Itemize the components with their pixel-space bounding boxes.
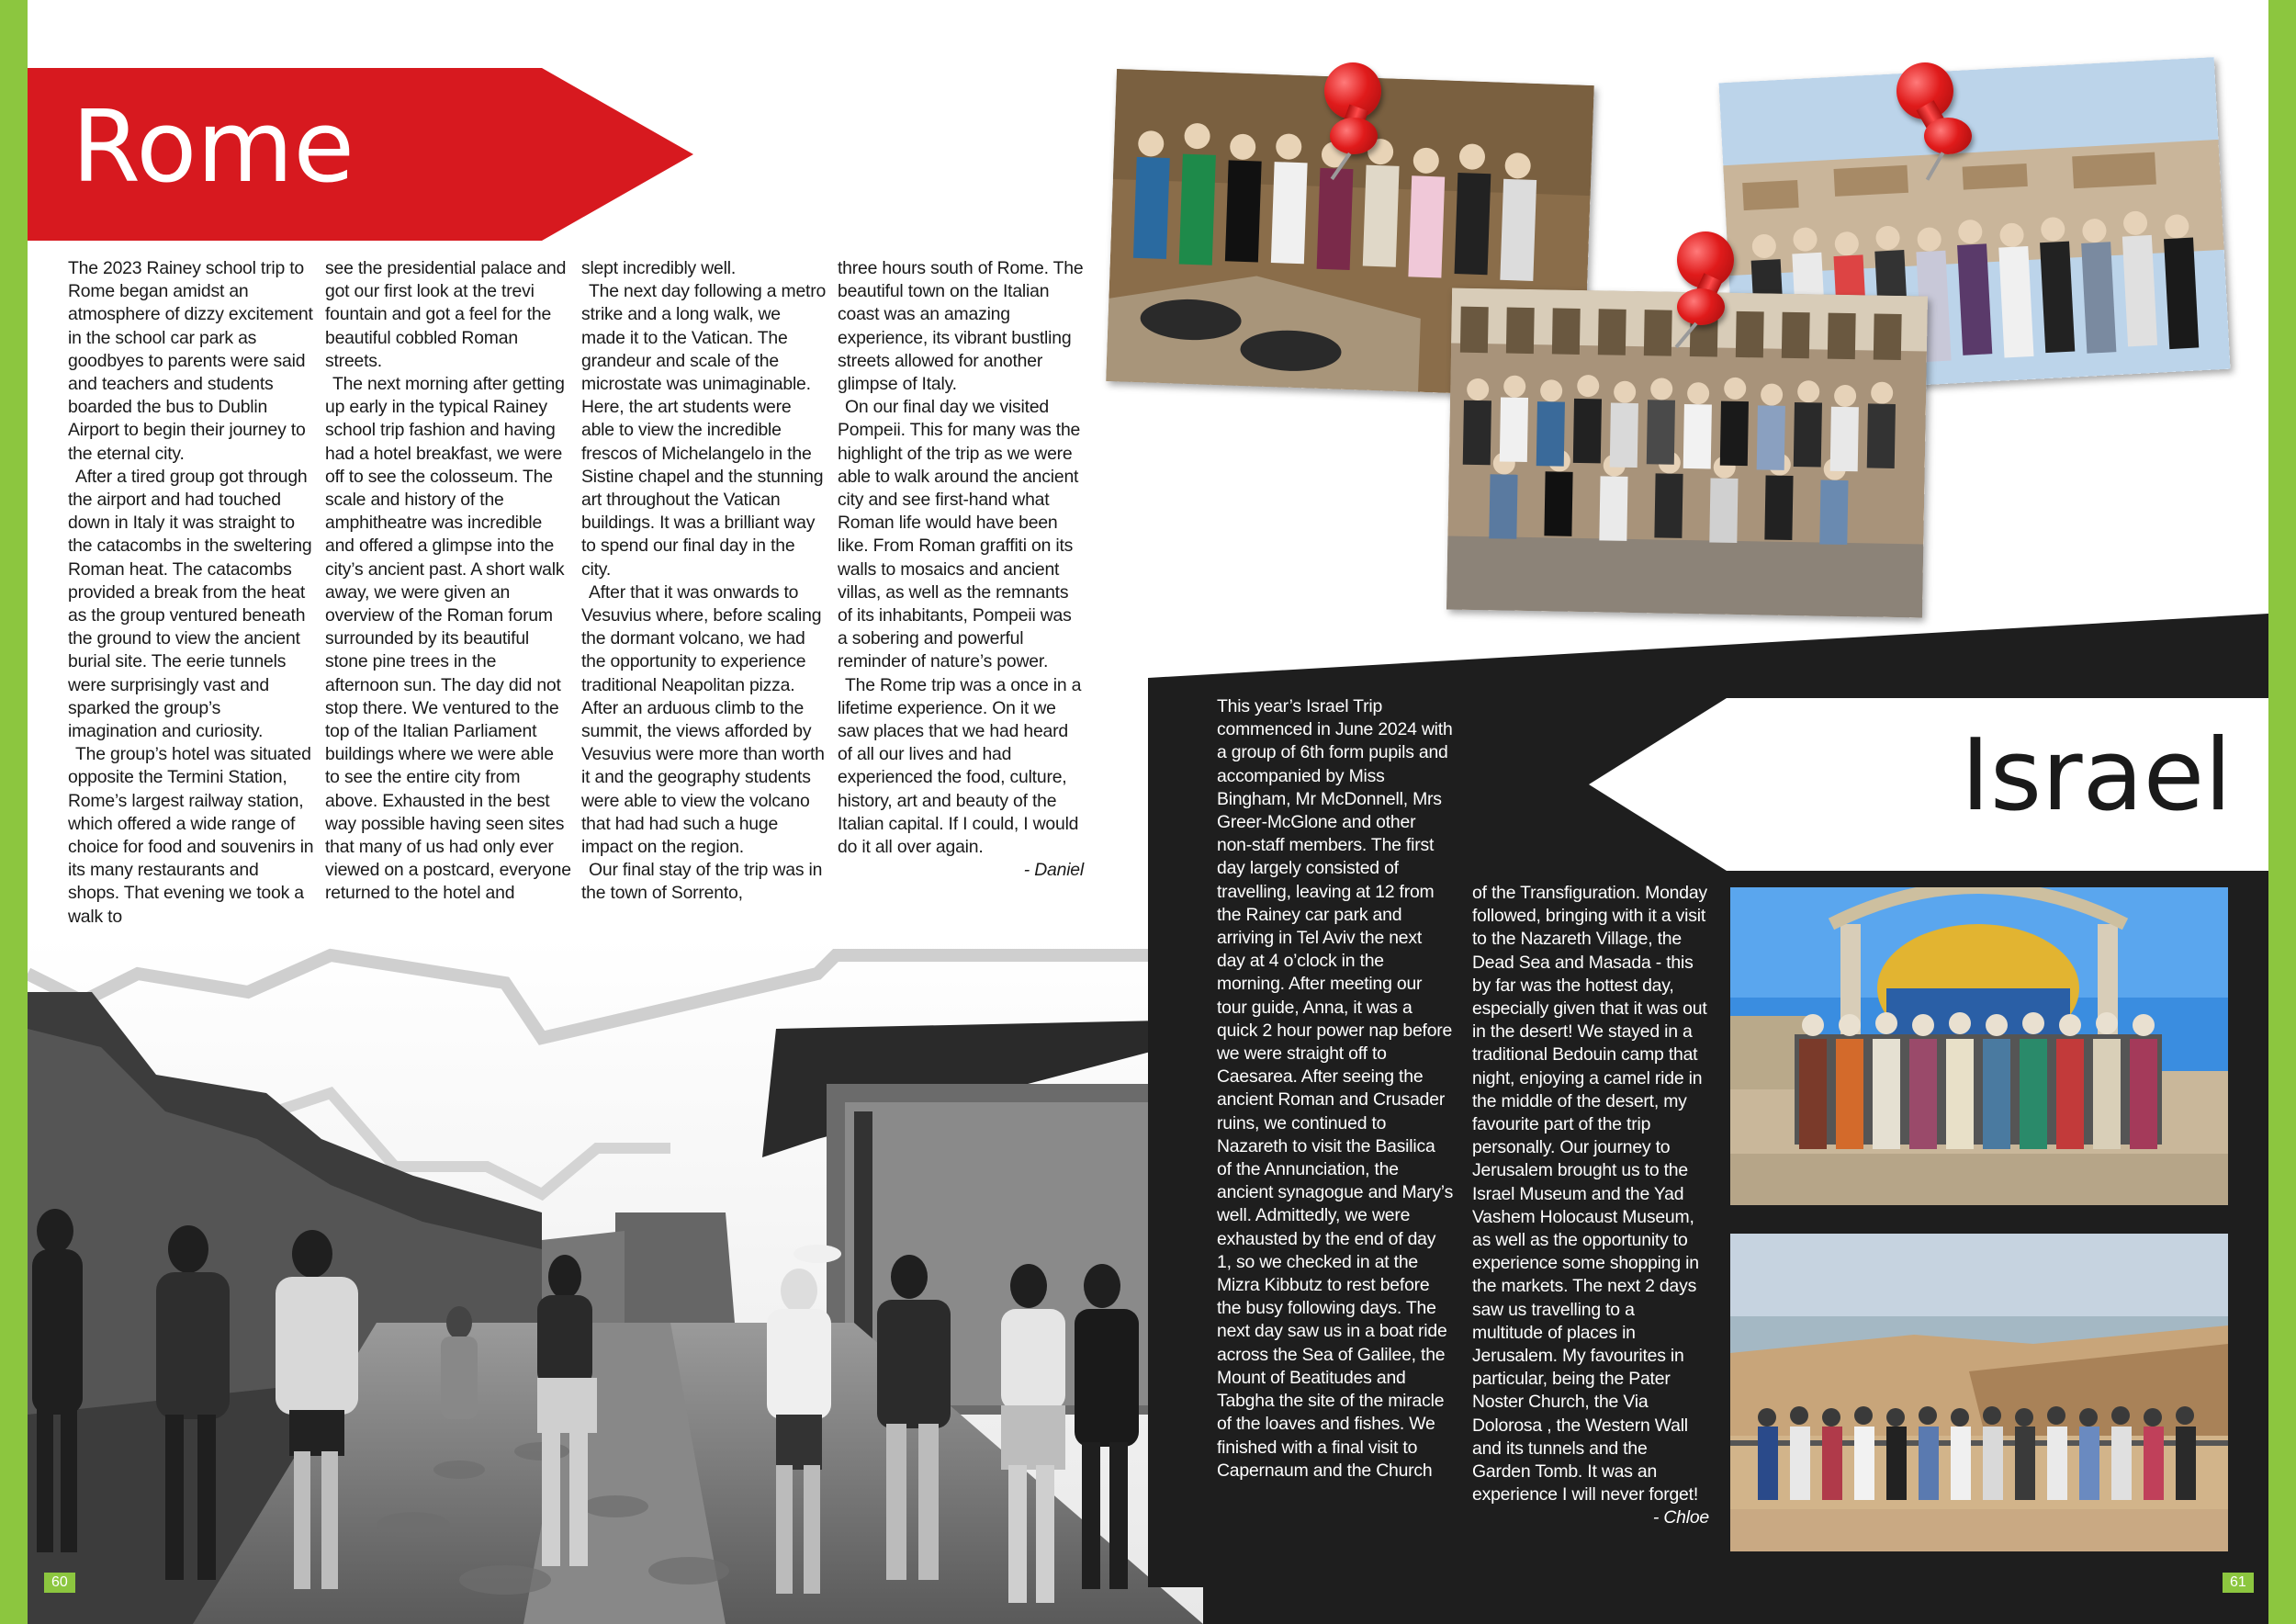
rome-paragraph: Our final stay of the trip was in the town of Sorrento, — [581, 860, 823, 904]
page-number-right: 61 — [2223, 1573, 2254, 1593]
rome-paragraph: The 2023 Rainey school trip to Rome began amidst an atmosphere of dizzy excitement in the school car park as goodbyes to parents were said and teachers and students boarded the bus to Dublin Airport to begin their journey to the eternal city. — [68, 258, 313, 464]
right-page-border — [2268, 0, 2296, 1624]
rome-paragraph: The group’s hotel was situated opposite the Termini Station, Rome’s largest railway station, which offered a wide range of choice for food and souvenirs in its many restaurants and shops. That evening we took a walk to — [68, 744, 314, 927]
rome-paragraph: slept incredibly well. — [581, 258, 737, 278]
pushpin-icon — [1304, 62, 1387, 182]
israel-signature: - Chloe — [1652, 1507, 1709, 1528]
rome-paragraph: see the presidential palace and got our first look at the trevi fountain and got a feel for the beautiful cobbled Roman streets. — [325, 258, 567, 371]
rome-column-4 — [838, 257, 1084, 882]
rome-title: Rome — [72, 90, 355, 205]
left-page-border — [0, 0, 28, 1624]
israel-paragraph: This year’s Israel Trip commenced in June 2024 with a group of 6th form pupils and accompanied by Miss Bingham, Mr McDonnell, Mrs Greer-McGlone and other non-staff members. The first day largely consisted of travelling, leaving at 12 from the Rainey car park and arriving in Tel Aviv the next day at 4 o’clock in the morning. After meeting our tour guide, Anna, it was a quick 2 hour power nap before we were straight off to Caesarea. After seeing the ancient Roman and Crusader ruins, we continued to Nazareth to visit the Basilica of the Annunciation, the ancient synagogue and Mary’s well. Admittedly, we were exhausted by the end of day 1, so we checked in at the Mizra Kibbutz to rest before the busy following days. The next day saw us in a boat ride across the Sea of Galilee, the Mount of Beatitudes and Tabgha the site of the miracle of the loaves and fishes. We finished with a final visit to Capernaum and the Church — [1217, 696, 1454, 1481]
rome-column-1 — [68, 257, 314, 929]
rome-paragraph: The next day following a metro strike and a long walk, we made it to the Vatican. The grandeur and scale of the microstate was unimaginable. Here, the art students were able to view the incredible frescos of Michelangelo in the Sistine chapel and the stunning art throughout the Vatican buildings. It was a brilliant way to spend our final day in the city. — [581, 281, 827, 580]
rome-paragraph: three hours south of Rome. The beautiful town on the Italian coast was an amazing experience, its vibrant bustling streets allowed for another glimpse of Italy. — [838, 258, 1084, 395]
dome-of-the-rock-group-photo — [1730, 887, 2228, 1205]
israel-column-1 — [1217, 695, 1454, 1483]
rome-paragraph: The next morning after getting up early in the typical Rainey school trip fashion and having had a hotel breakfast, we were off to see the colosseum. The scale and history of the amphitheatre was incredible and offered a glimpse into the city’s ancient past. A short walk away, we were given an overview of the Roman forum surrounded by its beautiful stone pine trees in the afternoon sun. The day did not stop there. We ventured to the top of the Italian Parliament buildings where we were able to see the entire city from above. Exhausted in the best way possible having seen sites that many of us had only ever viewed on a postcard, everyone returned to the hotel and — [325, 374, 571, 904]
rome-paragraph: After that it was onwards to Vesuvius where, before scaling the dormant volcano, we had the opportunity to experience traditional Neapolitan pizza. After an arduous climb to the summit, the views afforded by Vesuvius were more than worth it and the geography students were able to view the volcano that had had such a huge impact on the region. — [581, 581, 825, 858]
israel-column-2 — [1472, 882, 1709, 1530]
page-number-left: 60 — [44, 1573, 75, 1593]
rome-paragraph: On our final day we visited Pompeii. This for many was the highlight of the trip as we were able to walk around the ancient city and see first-hand what Roman life would have been like. From Roman graffiti on its walls to mosaics and ancient villas, as well as the remnants of its inhabitants, Pompeii was a sobering and powerful reminder of nature’s power. — [838, 397, 1081, 672]
rome-column-2 — [325, 257, 571, 906]
pompeii-street-photo — [28, 937, 1203, 1624]
rome-paragraph: After a tired group got through the airport and had touched down in Italy it was straight to the catacombs in the sweltering Roman heat. The catacombs provided a break from the heat as the group ventured beneath the ground to view the ancient burial site. The eerie tunnels were surprisingly vast and sparked the group’s imagination and curiosity. — [68, 466, 312, 742]
israel-title: Israel — [1961, 718, 2233, 833]
israel-paragraph: of the Transfiguration. Monday followed, bringing with it a visit to the Nazareth Village, the Dead Sea and Masada - this by far was the hottest day, especially given that it was out in the desert! We stayed in a traditional Bedouin camp that night, enjoying a camel ride in the middle of the desert, my favourite part of the trip personally. Our journey to Jerusalem brought us to the Israel Museum and the Yad Vashem Holocaust Museum, as well as the opportunity to experience some shopping in the markets. The next 2 days saw us travelling to a multitude of places in Jerusalem. My favourites in particular, being the Pater Noster Church, the Via Dolorosa , the Western Wall and its tunnels and the Garden Tomb. It was an experience I will never forget! — [1472, 883, 1707, 1506]
pushpin-icon — [1660, 231, 1743, 351]
pushpin-icon — [1896, 62, 1979, 182]
rome-column-3 — [581, 257, 827, 906]
rome-paragraph: The Rome trip was a once in a lifetime experience. On it we saw places that we had heard of all our lives and had experienced the food, culture, history, art and beauty of the Italian capital. If I could, I would do it all over again. — [838, 674, 1082, 858]
rome-signature: - Daniel — [1023, 860, 1084, 881]
masada-group-photo — [1730, 1234, 2228, 1551]
